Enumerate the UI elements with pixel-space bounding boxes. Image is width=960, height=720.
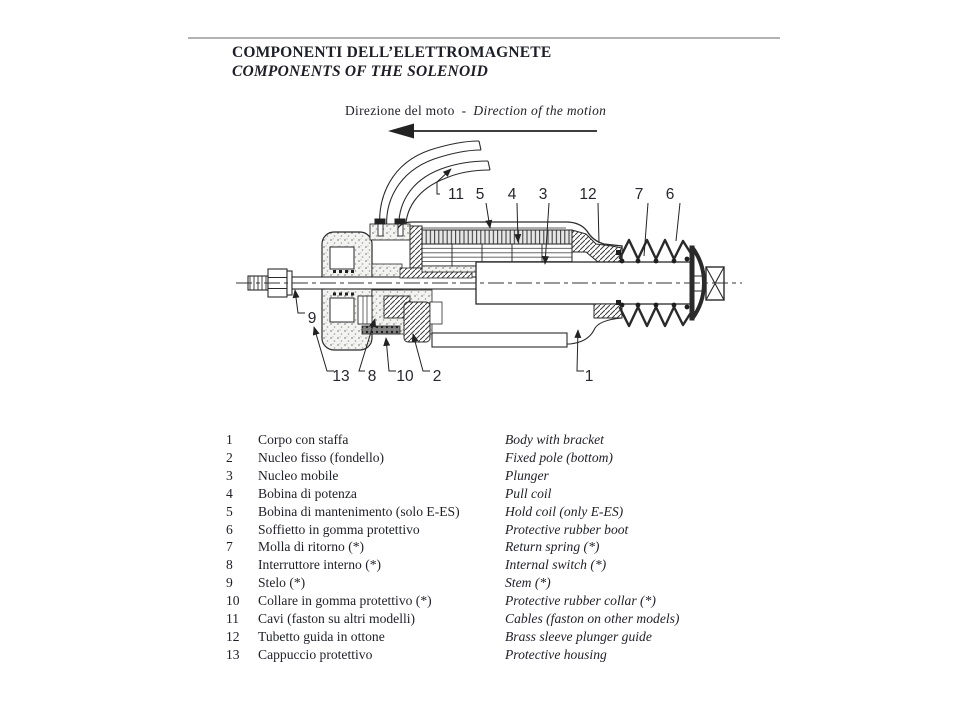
legend-italian: Cavi (faston su altri modelli) (258, 611, 416, 627)
direction-caption-it: Direzione del moto (345, 103, 455, 118)
legend-row (226, 538, 756, 556)
direction-arrow (388, 124, 597, 139)
legend-number: 4 (226, 485, 233, 501)
legend-english: Plunger (505, 467, 549, 483)
direction-caption-en: Direction of the motion (473, 103, 607, 118)
legend-italian: Soffietto in gomma protettivo (258, 521, 420, 537)
legend-number: 7 (226, 539, 233, 555)
legend-english: Protective rubber boot (505, 521, 629, 537)
callout-6: 6 (665, 186, 675, 203)
legend-english: Protective rubber collar (*) (505, 593, 656, 609)
legend-number: 1 (226, 432, 233, 447)
callout-9: 9 (307, 310, 317, 327)
hold-coil (422, 230, 572, 244)
callout-7: 7 (634, 186, 644, 203)
legend-row (226, 449, 756, 467)
cables (380, 141, 490, 232)
legend-english: Cables (faston on other models) (505, 611, 680, 627)
legend-english: Protective housing (505, 646, 607, 662)
legend-number: 12 (226, 628, 240, 644)
legend-row (226, 610, 756, 628)
legend-row (226, 503, 756, 521)
legend-english: Brass sleeve plunger guide (505, 628, 652, 644)
parts-legend (226, 431, 756, 664)
legend-number: 5 (226, 503, 233, 519)
legend-english: Internal switch (*) (505, 557, 607, 573)
legend-italian: Corpo con staffa (258, 432, 349, 447)
legend-italian: Interruttore interno (*) (258, 557, 382, 573)
legend-number: 11 (226, 611, 240, 627)
legend-number: 10 (226, 593, 240, 609)
legend-english: Return spring (*) (505, 539, 600, 555)
callout-2: 2 (432, 368, 442, 385)
legend-italian: Stelo (*) (258, 575, 306, 591)
legend-number: 2 (226, 449, 233, 465)
legend-row (226, 485, 756, 503)
legend-italian: Nucleo fisso (fondello) (258, 449, 385, 465)
callout-4: 4 (507, 186, 517, 203)
callout-11: 11 (447, 186, 465, 203)
legend-number: 6 (226, 521, 233, 537)
callout-10: 10 (396, 368, 414, 385)
legend-row (226, 521, 756, 539)
title-italian: COMPONENTI DELL’ELETTROMAGNETE (232, 44, 552, 61)
callout-1: 1 (584, 368, 594, 385)
legend-english: Body with bracket (505, 432, 604, 447)
legend-italian: Bobina di potenza (258, 485, 357, 501)
legend-english: Fixed pole (bottom) (505, 449, 613, 465)
direction-caption-sep: - (461, 103, 467, 118)
legend-row (226, 431, 756, 449)
legend-row (226, 646, 756, 664)
legend-italian: Cappuccio protettivo (258, 646, 373, 662)
legend-row (226, 467, 756, 485)
legend-italian: Molla di ritorno (*) (258, 539, 365, 555)
legend-row (226, 592, 756, 610)
title-english: COMPONENTS OF THE SOLENOID (232, 63, 488, 80)
legend-number: 9 (226, 575, 233, 591)
legend-italian: Tubetto guida in ottone (258, 628, 385, 644)
legend-number: 13 (226, 646, 240, 662)
legend-english: Hold coil (only E-ES) (505, 503, 624, 519)
legend-italian: Bobina di mantenimento (solo E-ES) (258, 503, 460, 519)
legend-row (226, 556, 756, 574)
callout-3: 3 (538, 186, 548, 203)
legend-row (226, 628, 756, 646)
legend-english: Stem (*) (505, 575, 551, 591)
legend-number: 8 (226, 557, 233, 573)
callout-5: 5 (475, 186, 485, 203)
callout-13: 13 (332, 368, 350, 385)
callout-8: 8 (367, 368, 377, 385)
legend-italian: Nucleo mobile (258, 467, 339, 483)
callout-12: 12 (579, 186, 597, 203)
legend-english: Pull coil (505, 485, 552, 501)
legend-italian: Collare in gomma protettivo (*) (258, 593, 432, 609)
legend-number: 3 (226, 467, 233, 483)
legend-row (226, 574, 756, 592)
